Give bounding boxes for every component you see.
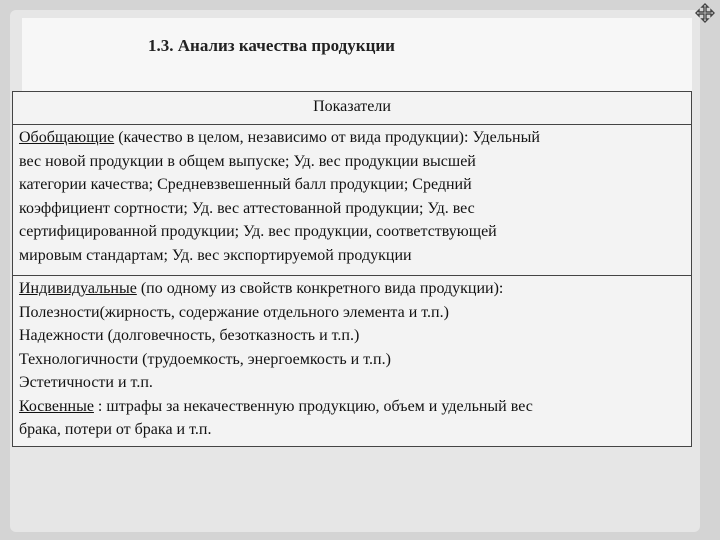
slide-title: 1.3. Анализ качества продукции <box>148 36 395 55</box>
table-header: Показатели <box>13 92 692 125</box>
table-row <box>13 276 692 447</box>
individual-indicators-cell <box>13 276 692 447</box>
generalized-line: вес новой продукции в общем выпуске; Уд. вес продукции высшей <box>19 152 476 170</box>
individual-line: Полезности(жирность, содержание отдельного элемента и т.п.) <box>19 303 449 321</box>
individual-term: Индивидуальные <box>19 280 137 297</box>
generalized-term: Обобщающие <box>19 129 115 146</box>
generalized-indicators-cell <box>13 125 692 276</box>
generalized-line: коэффициент сортности; Уд. вес аттестованной продукции; Уд. вес <box>19 199 475 217</box>
generalized-line: категории качества; Средневзвешенный балл продукции; Средний <box>19 176 472 193</box>
generalized-line: мировым стандартам; Уд. вес экспортируемой продукции <box>19 246 412 264</box>
individual-line: (по одному из свойств конкретного вида продукции): <box>136 280 504 297</box>
individual-line: Технологичности (трудоемкость, энергоемкость и т.п.) <box>19 350 391 368</box>
generalized-line: сертифицированной продукции; Уд. вес продукции, соответствующей <box>19 223 497 240</box>
indicators-table <box>12 91 692 447</box>
individual-line: Эстетичности и т.п. <box>19 374 153 391</box>
indirect-line: брака, потери от брака и т.п. <box>19 421 212 438</box>
move-icon[interactable] <box>694 2 716 24</box>
indirect-line: : штрафы за некачественную продукцию, объем и удельный вес <box>93 397 533 415</box>
table-row <box>13 92 692 125</box>
table-row <box>13 125 692 276</box>
indirect-term: Косвенные <box>19 397 94 415</box>
generalized-line: (качество в целом, независимо от вида продукции): Удельный <box>114 129 540 146</box>
individual-line: Надежности (долговечность, безотказность и т.п.) <box>19 327 360 344</box>
